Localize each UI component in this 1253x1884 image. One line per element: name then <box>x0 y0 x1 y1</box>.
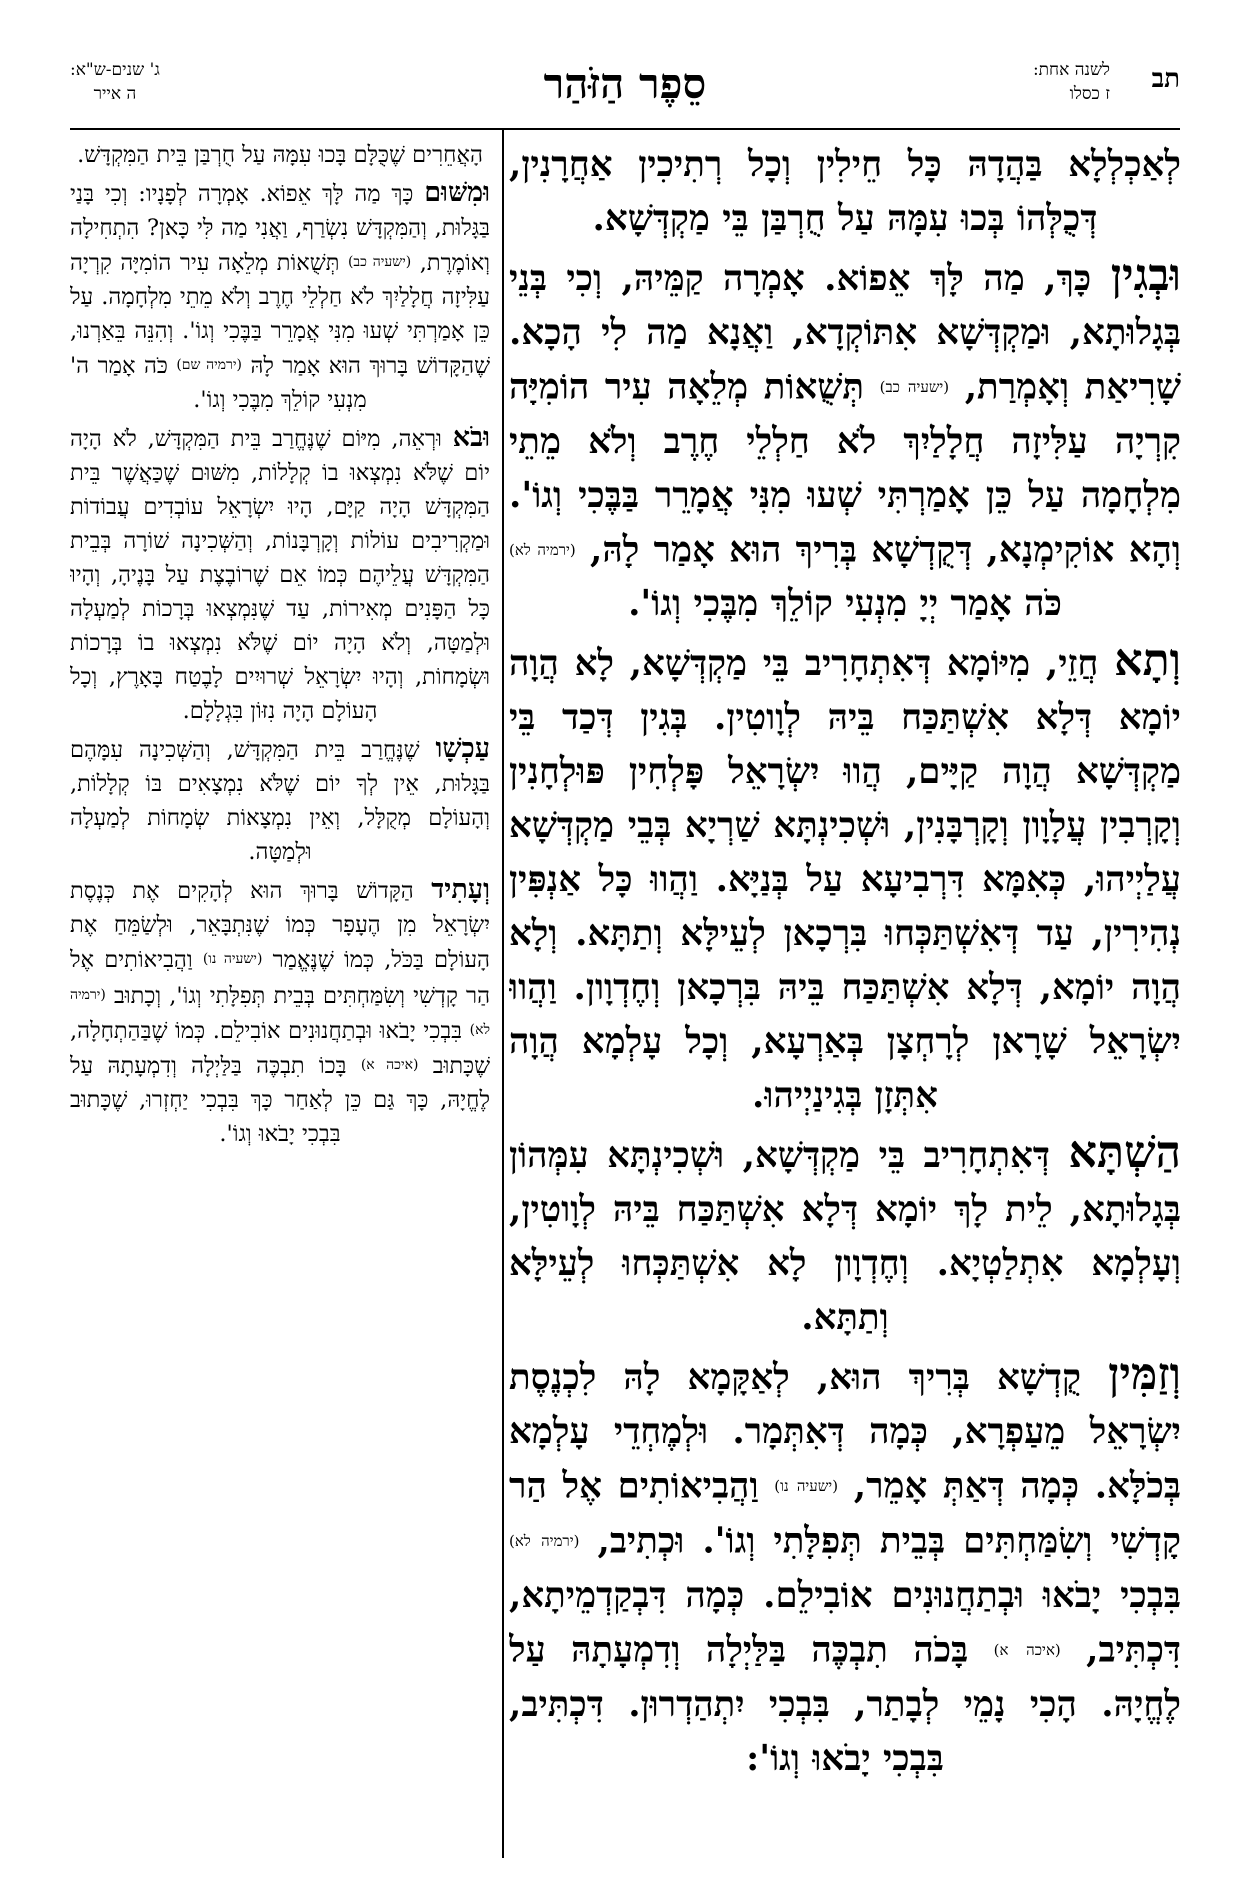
scripture-reference: (ישעיה נו) <box>774 1477 839 1496</box>
aramaic-paragraph <box>509 633 1181 1123</box>
scripture-reference: (איכה א) <box>360 1056 419 1073</box>
paragraph-text: לְאַכְלְלָא בַּהֲדָהּ כָּל חֵילִין וְכָל רְתִיכִין אַחֲרָנִין, דְּכֻלְּהוֹ בְּכוּ עִמָּהּ עַל חֻרְבַּן בֵּי מַקְדְּשָׁא. <box>509 144 1181 239</box>
paragraph-opener: וּבְגִין <box>1110 249 1181 301</box>
paragraph-text: בָּכֹה תִבְכֶּה בַּלַּיְלָה וְדִמְעָתָהּ עַל לֶחֱיָהּ. הָכִי נָמֵי לְבָתַר, בִּבְכִי יִתְהַדְרוּן. דִּכְתִּיב, בִּבְכִי יָבֹאוּ וְגוֹ': <box>509 1629 1181 1779</box>
paragraph-text: וַהֲבִיאוֹתִים אֶל הַר קָדְשִׁי וְשִׂמַּחְתִּים בְּבֵית תְּפִלָּתִי וְגוֹ'. וּכְתִיב, <box>509 1466 1181 1562</box>
paragraph-text: בָּכוֹ תִבְכֶּה בַּלַּיְלָה וְדִמְעָתָהּ עַל לֶחֱיָהּ, כָּךְ גַּם כֵּן לְאַחַר כָּךְ בִּבְכִי יַחְזְרוּ, שֶׁכָּתוּב בִּבְכִי יָבֹאוּ וְגוֹ'. <box>70 1053 490 1148</box>
paragraph-opener: וְעָתִיד <box>431 874 490 906</box>
scripture-reference: (ירמיה שם) <box>176 357 242 374</box>
scripture-reference: (איכה א) <box>993 1640 1061 1659</box>
paragraph-text: כֹּה אָמַר יְיָ מִנְעִי קוֹלֵךְ מִבֶּכִי וְגוֹ'. <box>628 583 1062 625</box>
paragraph-opener: וְתָא <box>1114 634 1181 687</box>
aramaic-paragraph <box>509 248 1181 631</box>
scripture-reference: (ירמיה לא) <box>70 986 490 1038</box>
book-title: סֵפֶר הַזֹּהַר <box>543 59 707 108</box>
paragraph-text: כָּךְ מַה לָּךְ אֵפוֹא. אָמְרָה לְפָנָיו: וְכִי בָּנַי בַּגָּלוּת, וְהַמִּקְדָּשׁ נִשְׂרַף, וַאֲנִי מַה לִּי כָּאן? הִתְחִילָה וְאוֹמֶרֶת, <box>70 181 490 277</box>
translation-paragraph <box>70 873 490 1151</box>
paragraph-text: בִּבְכִי יָבֹאוּ וּבְתַחֲנוּנִים אוֹבִילֵם. כְּמוֹ שֶׁבַּהַתְחָלָה, שֶׁכָּתוּב <box>70 1017 490 1080</box>
paragraph-text: תְּשֻׁאוֹת מְלֵאָה עִיר הוֹמִיָּה קִרְיָה עַלִּיזָה חֲלָלַיִךְ לֹא חַלְלֵי חֶרֶב וְלֹא מֵתֵי מִלְחָמָה. עַל כֵּן אָמַרְתִּי שְׁעוּ מִנִּי אֲמָרֵר בַּבֶּכִי וְגוֹ'. וְהִנֵּה בֵּאַרְנוּ, שֶׁהַקָּדוֹשׁ בָּרוּךְ הוּא אָמַר לָהּ <box>70 250 490 380</box>
paragraph-text: וַהֲבִיאוֹתִים אֶל הַר קָדְשִׁי וְשִׂמַּחְתִּים בְּבֵית תְּפִלָּתִי וְגוֹ', וְכָתוּב <box>70 947 490 1009</box>
paragraph-text: תְּשֻׁאוֹת מְלֵאָה עִיר הוֹמִיָּה קִרְיָה עַלִּיזָה חֲלָלַיִךְ לֹא חַלְלֵי חֶרֶב וְלֹא מֵתֵי מִלְחָמָה עַל כֵּן אָמַרְתִּי שְׁעוּ מִנִּי אֲמָרֵר בַּבֶּכִי וְגוֹ'. וְהָא אוֹקִימְנָא, דְּקֻדְשָׁא בְּרִיךְ הוּא אָמַר לָהּ, <box>509 366 1181 571</box>
aramaic-paragraph <box>509 1347 1181 1785</box>
paragraph-opener: וּמִשּׁוּם <box>424 177 490 208</box>
paragraph-text: דְּאִתְחָרִיב בֵּי מַקְדְּשָׁא, וּשְׁכִינְתָּא עִמְּהוֹן בְּגָלוּתָא, לֵית לָךְ יוֹמָא דְּלָא אִשְׁתַּכַּח בֵּיהּ לְוָוטִין, וְעָלְמָא אִתְלַטְיָא. וְחֶדְוָון לָא אִשְׁתַּכְּחוּ לְעֵילָּא וְתַתָּא. <box>509 1135 1181 1339</box>
paragraph-text: וּרְאֵה, מִיּוֹם שֶׁנֶּחֱרַב בֵּית הַמִּקְדָּשׁ, לֹא הָיָה יוֹם שֶׁלֹּא נִמְצְאוּ בוֹ קְלָלוֹת, מִשּׁוּם שֶׁכַּאֲשֶׁר בֵּית הַמִּקְדָּשׁ הָיָה קַיָּם, הָיוּ יִשְׂרָאֵל עוֹבְדִים עֲבוֹדוֹת וּמַקְרִיבִים עוֹלוֹת וְקָרְבָּנוֹת, וְהַשְּׁכִינָה שׁוֹרָה בְּבֵית הַמִּקְדָּשׁ עֲלֵיהֶם כְּמוֹ אֵם שֶׁרוֹבֶצֶת עַל בָּנֶיהָ, וְהָיוּ כָּל הַפָּנִים מְאִירוֹת, עַד שֶׁנִּמְצְאוּ בְּרָכוֹת לְמַעְלָה וּלְמַטָּה, וְלֹא הָיָה יוֹם שֶׁלֹּא נִמְצְאוּ בוֹ בְּרָכוֹת וּשְׂמָחוֹת, וְהָיוּ יִשְׂרָאֵל שְׁרוּיִים לָבֶטַח בָּאָרֶץ, וְכָל הָעוֹלָם הָיָה נִזּוֹן בִּגְלָלָם. <box>70 426 490 725</box>
scripture-reference: (ישעיה נו) <box>202 951 263 968</box>
schedule-one-year-label: לשנה אחת: <box>1032 60 1110 80</box>
paragraph-text: הַקָּדוֹשׁ בָּרוּךְ הוּא לְהָקִים אֶת כְּנֶסֶת יִשְׂרָאֵל מִן הֶעָפָר כְּמוֹ שֶׁנִּתְבָּאֵר, וּלְשַׂמֵּחַ אֶת הָעוֹלָם בַּכֹּל, כְּמוֹ שֶׁנֶּאֱמַר <box>70 878 490 974</box>
scripture-reference: (ישעיה כב) <box>347 254 412 270</box>
aramaic-paragraph <box>509 1125 1181 1345</box>
column-divider <box>502 130 504 1858</box>
paragraph-text: חֲזֵי, מִיּוֹמָא דְּאִתְחָרִיב בֵּי מַקְדְּשָׁא, לָא הֲוָה יוֹמָא דְּלָא אִשְׁתַּכַּח בֵּיהּ לְוָוטִין. בְּגִין דְּכַד בֵּי מַקְדְּשָׁא הֲוָה קַיָּים, הֲווּ יִשְׂרָאֵל פָּלְחִין פּוּלְחָנִין וְקָרְבִין עֲלָוָון וְקָרְבָּנִין, וּשְׁכִינְתָּא שַׁרְיָא בְּבֵי מַקְדְּשָׁא עֲלַיְיהוּ, כְּאִמָּא דִּרְבִיעָא עַל בְּנַיָּא. וַהֲווּ כָּל אַנְפִּין נְהִירִין, עַד דְּאִשְׁתַּכְּחוּ בִּרְכָאן לְעֵילָּא וְתַתָּא. וְלָא הֲוָה יוֹמָא, דְּלָא אִשְׁתַּכַּח בֵּיהּ בִּרְכָאן וְחֶדְוָון. וַהֲווּ יִשְׂרָאֵל שָׁרָאן לְרָחְצָן בְּאַרְעָא, וְכָל עָלְמָא הֲוָה אִתְּזָן בְּגִינַיְיהוּ. <box>509 643 1181 1117</box>
paragraph-text: כָּךְ, מַה לָּךְ אֵפוֹא. אָמְרָה קַמֵּיהּ, וְכִי בְּנֵי בְּגָלוּתָא, וּמַקְדְּשָׁא אִתּוֹקְדָא, וַאֲנָא מַה לִי הָכָא. שָׁרִיאַת וְאָמְרַת, <box>509 258 1181 408</box>
schedule-three-years <box>70 58 160 106</box>
translation-paragraph <box>70 421 490 728</box>
page-number: תב <box>1151 64 1180 94</box>
paragraph-text: שֶׁנֶּחֱרַב בֵּית הַמִּקְדָּשׁ, וְהַשְּׁכִינָה עִמָּהֶם בַּגָּלוּת, אֵין לְךָ יוֹם שֶׁלֹּא נִמְצָאִים בּוֹ קְלָלוֹת, וְהָעוֹלָם מְקֻלָּל, וְאֵין נִמְצָאוֹת שְׂמָחוֹת לְמַעְלָה וּלְמַטָּה. <box>70 737 490 866</box>
paragraph-text: כֹּה אָמַר ה' מִנְעִי קוֹלֵךְ מִבֶּכִי וְגוֹ'. <box>70 353 367 414</box>
paragraph-opener: עַכְשָׁו <box>435 733 490 765</box>
header-rule <box>70 128 1180 130</box>
page-header <box>70 58 1180 120</box>
paragraph-opener: וְזַמִּין <box>1108 1348 1181 1401</box>
paragraph-opener: הַשְׁתָּא <box>1068 1126 1181 1179</box>
scripture-reference: (ישעיה כב) <box>879 378 950 396</box>
translation-paragraph <box>70 138 490 172</box>
schedule-one-year-date: ז כסלו <box>1069 84 1110 104</box>
paragraph-text: בִּבְכִי יָבֹאוּ וּבְתַחֲנוּנִים אוֹבִילֵם. כְּמָה דִּבְקַדְמֵיתָא, דִּכְתִּיב, <box>509 1574 1181 1671</box>
schedule-three-years-date: ה אייר <box>93 84 137 104</box>
translation-paragraph <box>70 732 490 869</box>
aramaic-column <box>509 138 1181 1854</box>
paragraph-opener: וּבֹא <box>452 422 490 454</box>
translation-paragraph <box>70 176 490 417</box>
aramaic-paragraph <box>509 138 1181 246</box>
hebrew-translation-column <box>70 138 490 1854</box>
scripture-reference: (ירמיה לא) <box>509 540 576 559</box>
paragraph-text: קֻדְשָׁא בְּרִיךְ הוּא, לְאַקָּמָא לָהּ לִכְנֶסֶת יִשְׂרָאֵל מֵעַפְרָא, כְּמָה דְּאִתְּמָר. וּלְמֶחְדֵי עָלְמָא בְּכֹלָּא. כְּמָה דְּאַתְּ אָמֵר, <box>509 1357 1181 1508</box>
paragraph-text: הָאֲחֵרִים שֶׁכֻּלָּם בָּכוּ עִמָּהּ עַל חֻרְבַּן בֵּית הַמִּקְדָּשׁ. <box>77 142 483 168</box>
scripture-reference: (ירמיה לא) <box>509 1532 580 1551</box>
schedule-three-years-label: ג' שנים-ש"א: <box>70 60 160 80</box>
